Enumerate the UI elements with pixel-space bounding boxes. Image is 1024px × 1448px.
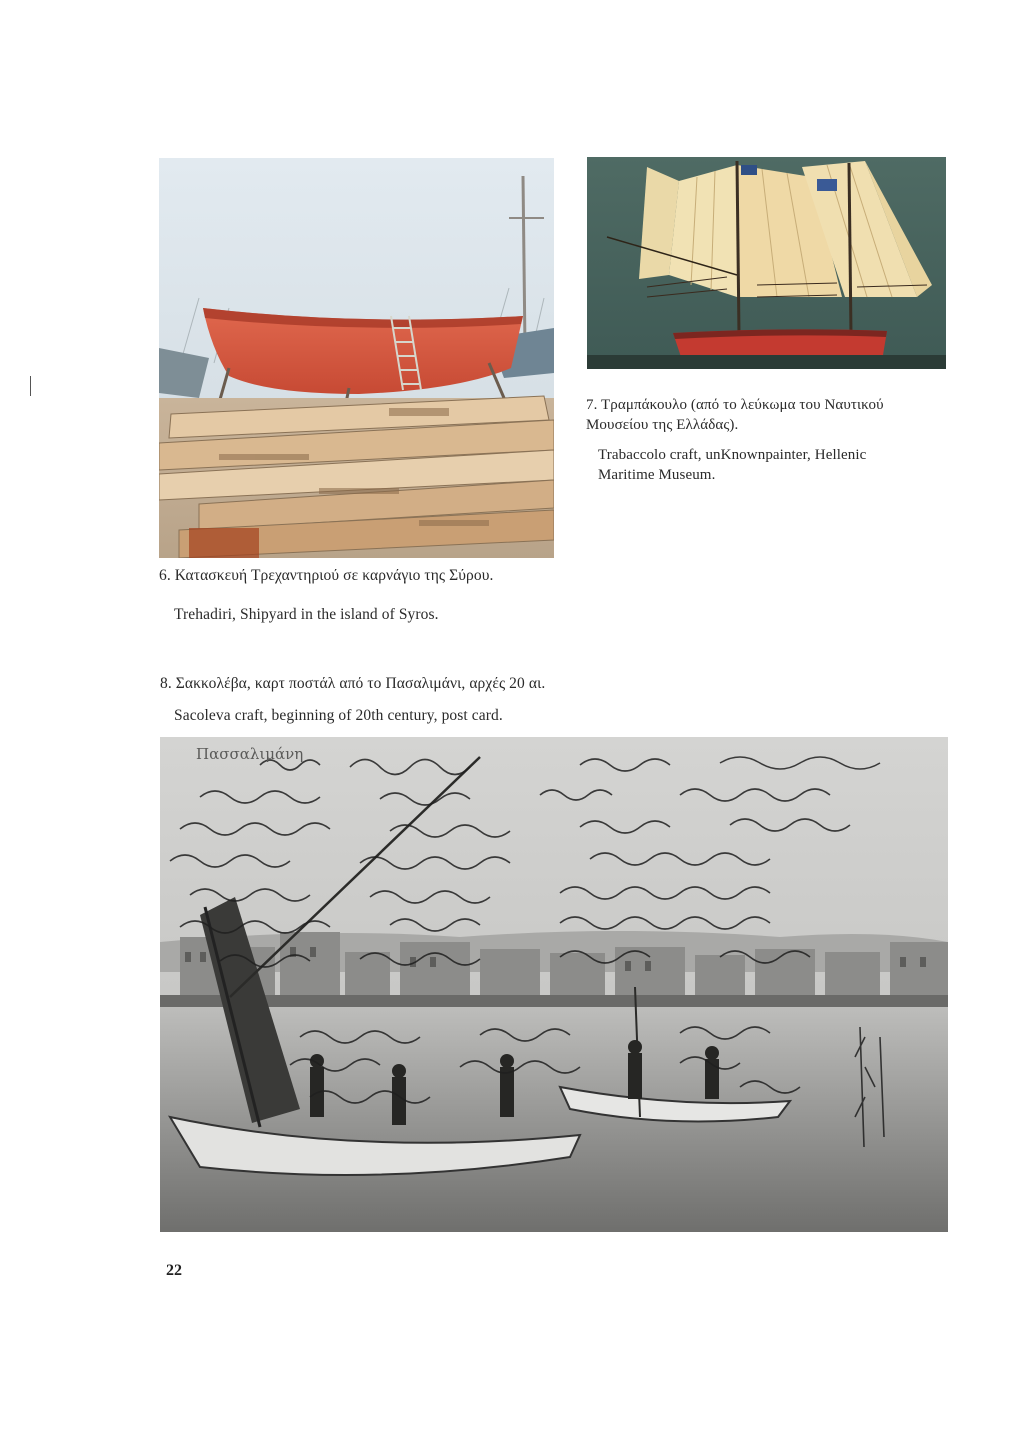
scan-edge-mark — [30, 376, 31, 396]
caption-fig6-english: Trehadiri, Shipyard in the island of Syros. — [174, 606, 439, 623]
postcard-stamp-text: Πασσαλιμάνη — [196, 745, 304, 763]
caption-fig6-greek: 6. Κατασκευή Τρεχαντηριού σε καρνάγιο της Σύρου. — [159, 567, 494, 584]
caption-fig7-english: Trabaccolo craft, unKnownpainter, Hellenic Maritime Museum. — [598, 447, 867, 483]
postcard-pasalimani — [160, 737, 948, 1232]
caption-fig8-greek: 8. Σακκολέβα, καρτ ποστάλ από το Πασαλιμάνι, αρχές 20 αι. — [160, 675, 546, 692]
painting-trabaccolo — [587, 157, 946, 369]
caption-fig7-greek: 7. Τραμπάκουλο (από το λεύκωμα του Ναυτικού Μουσείου της Ελλάδας). — [586, 397, 884, 433]
photo-shipyard-syros — [159, 158, 554, 558]
caption-fig8-english: Sacoleva craft, beginning of 20th century, post card. — [174, 707, 503, 724]
page-number: 22 — [166, 1262, 182, 1279]
